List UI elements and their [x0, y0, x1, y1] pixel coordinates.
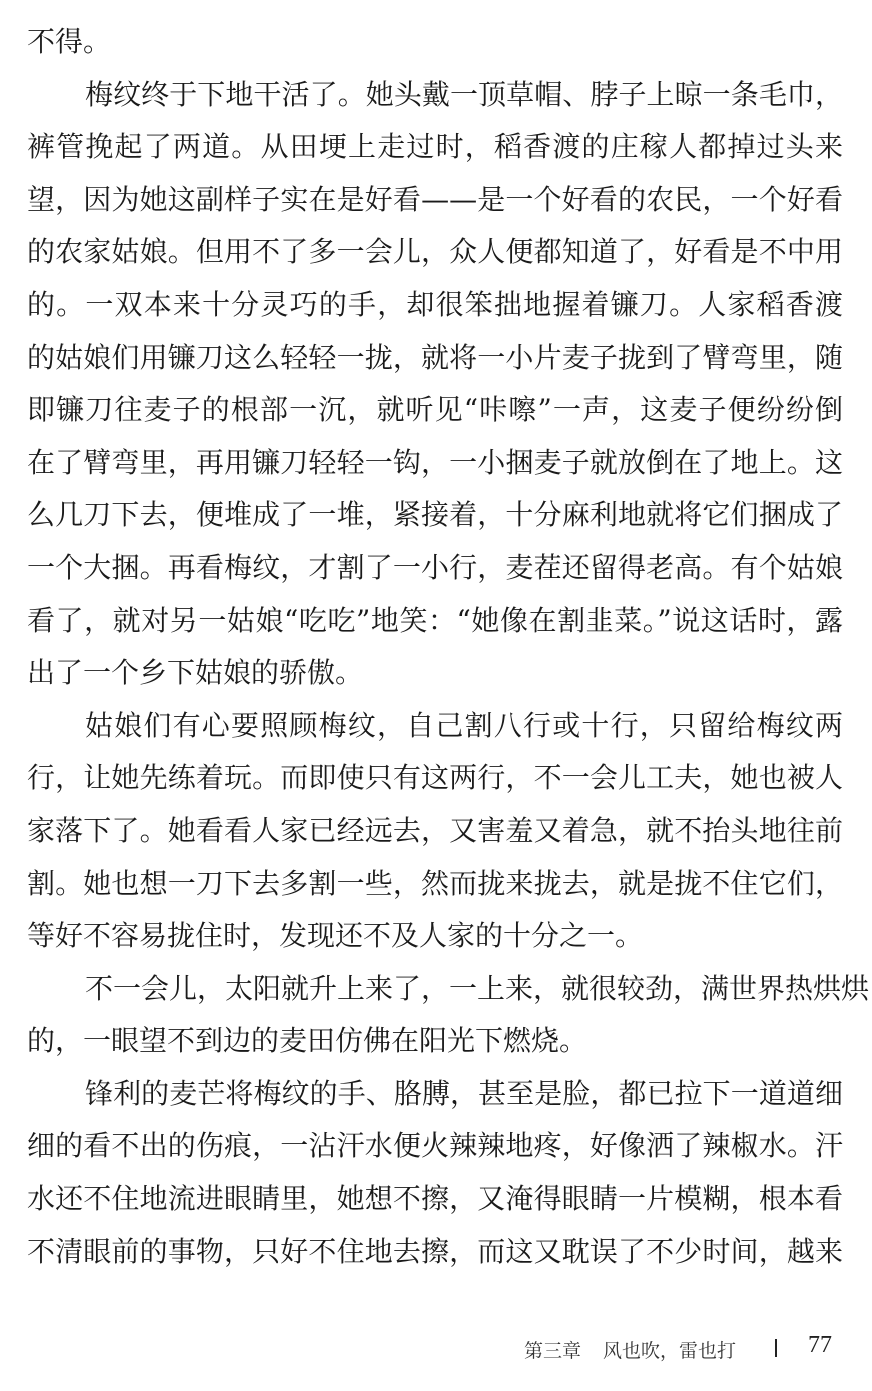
text-line: 的。一双本来十分灵巧的手，却很笨拙地握着镰刀。人家稻香渡 — [27, 287, 843, 321]
text-line: 裤管挽起了两道。从田埂上走过时，稻香渡的庄稼人都掉过头来 — [27, 130, 843, 164]
paragraph-start-line: 梅纹终于下地干活了。她头戴一顶草帽、脖子上晾一条毛巾， — [85, 77, 843, 111]
text-line: 看了，就对另一姑娘“吃吃”地笑：“她像在割韭菜。”说这话时，露 — [27, 603, 843, 637]
text-line: 水还不住地流进眼睛里，她想不擦，又淹得眼睛一片模糊，根本看 — [27, 1182, 843, 1216]
text-line: 家落下了。她看看人家已经远去，又害羞又着急，就不抬头地往前 — [27, 813, 843, 847]
text-line: 行，让她先练着玩。而即使只有这两行，不一会儿工夫，她也被人 — [27, 761, 843, 795]
paragraph-end-line: 等好不容易拢住时，发现还不及人家的十分之一。 — [27, 919, 644, 953]
text-line: 割。她也想一刀下去多割一些，然而拢来拢去，就是拢不住它们， — [27, 866, 843, 900]
chapter-title: 风也吹，雷也打 — [603, 1340, 737, 1362]
paragraph-start-line: 锋利的麦芒将梅纹的手、胳膊，甚至是脸，都已拉下一道道细 — [85, 1076, 843, 1110]
text-line: 望，因为她这副样子实在是好看——是一个好看的农民，一个好看 — [27, 182, 843, 216]
paragraph-start-line: 姑娘们有心要照顾梅纹，自己割八行或十行，只留给梅纹两 — [85, 708, 843, 742]
text-line: 在了臂弯里，再用镰刀轻轻一钩，一小捆麦子就放倒在了地上。这 — [27, 445, 843, 479]
body-text — [27, 16, 870, 1278]
text-line: 不得。 — [27, 25, 112, 58]
paragraph-start-line: 不一会儿，太阳就升上来了，一上来，就很较劲，满世界热烘烘 — [85, 971, 870, 1005]
text-line: 一个大捆。再看梅纹，才割了一小行，麦茬还留得老高。有个姑娘 — [27, 550, 843, 584]
page-footer — [0, 1330, 872, 1370]
text-line: 么几刀下去，便堆成了一堆，紧接着，十分麻利地就将它们捆成了 — [27, 498, 843, 532]
paragraph-end-line: 的，一眼望不到边的麦田仿佛在阳光下燃烧。 — [27, 1024, 588, 1058]
text-line: 的农家姑娘。但用不了多一会儿，众人便都知道了，好看是不中用 — [27, 235, 843, 269]
text-line: 即镰刀往麦子的根部一沉，就听见“咔嚓”一声，这麦子便纷纷倒 — [27, 393, 843, 427]
running-footer — [524, 1336, 736, 1363]
text-line: 不清眼前的事物，只好不住地去擦，而这又耽误了不少时间，越来 — [27, 1234, 843, 1268]
paragraph-end-line: 出了一个乡下姑娘的骄傲。 — [27, 656, 364, 690]
page-number: 77 — [808, 1332, 832, 1358]
text-line: 的姑娘们用镰刀这么轻轻一拢，就将一小片麦子拢到了臂弯里，随 — [27, 340, 843, 374]
chapter-number: 第三章 — [524, 1340, 582, 1362]
footer-divider — [775, 1339, 777, 1357]
text-line: 细的看不出的伤痕，一沾汗水便火辣辣地疼，好像洒了辣椒水。汗 — [27, 1129, 843, 1163]
